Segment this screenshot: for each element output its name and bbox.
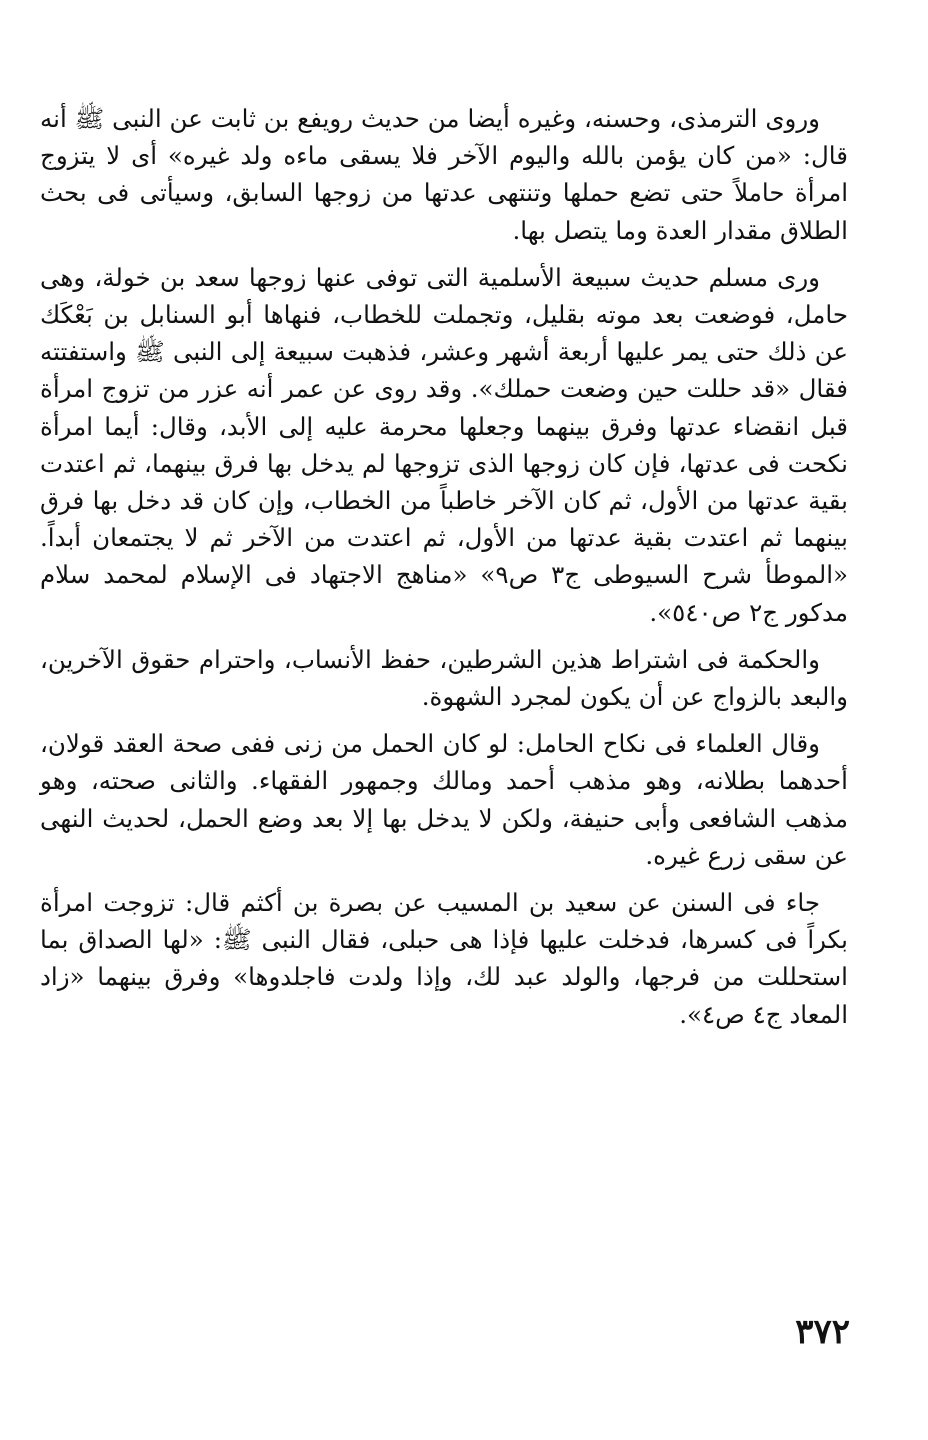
body-text — [40, 100, 848, 1043]
paragraph-3: والحكمة فى اشتراط هذين الشرطين، حفظ الأنساب، واحترام حقوق الآخرين، والبعد بالزواج عن أن يكون لمجرد الشهوة. — [40, 644, 848, 712]
page-number: ٣٧٢ — [795, 1312, 850, 1352]
paragraph-5: جاء فى السنن عن سعيد بن المسيب عن بصرة بن أكثم قال: تزوجت امرأة بكراً فى كسرها، فدخلت عليها فإذا هى حبلى، فقال النبى ﷺ: «لها الصداق بما استحللت من فرجها، والولد عبد لك، وإذا ولدت فاجلدوها» وفرق بينهما «زاد المعاد ج٤ ص٤». — [40, 888, 848, 1029]
paragraph-4: وقال العلماء فى نكاح الحامل: لو كان الحمل من زنى ففى صحة العقد قولان، أحدهما بطلانه، وهو مذهب أحمد ومالك وجمهور الفقهاء. والثانى صحته، وهو مذهب الشافعى وأبى حنيفة، ولكن لا يدخل بها إلا بعد وضع الحمل، لحديث النهى عن سقى زرع غيره. — [40, 729, 848, 870]
paragraph-2: ورى مسلم حديث سبيعة الأسلمية التى توفى عنها زوجها سعد بن خولة، وهى حامل، فوضعت بعد موته بقليل، وتجملت للخطاب، فنهاها أبو السنابل بن بَعْكَك عن ذلك حتى يمر عليها أربعة أشهر وعشر، فذهبت سبيعة إلى النبى ﷺ واستفتته فقال «قد حللت حين وضعت حملك». وقد روى عن عمر أنه عزر من تزوج امرأة قبل انقضاء عدتها وفرق بينهما وجعلها محرمة عليه إلى الأبد، وقال: أيما امرأة نكحت فى عدتها، فإن كان زوجها الذى تزوجها لم يدخل بها فرق بينهما، ثم اعتدت بقية عدتها من الأول، ثم كان الآخر خاطباً من الخطاب، وإن كان قد دخل بها فرق بينهما ثم اعتدت بقية عدتها من الأول، ثم اعتدت من الآخر ثم لا يجتمعان أبداً. «الموطأ شرح السيوطى ج٣ ص٩» «مناهج الاجتهاد فى الإسلام لمحمد سلام مدكور ج٢ ص٥٤٠». — [40, 262, 848, 627]
paragraph-1: وروى الترمذى، وحسنه، وغيره أيضا من حديث رويفع بن ثابت عن النبى ﷺ أنه قال: «من كان يؤمن بالله واليوم الآخر فلا يسقى ماءه ولد غيره» أى لا يتزوج امرأة حاملاً حتى تضع حملها وتنتهى عدتها من زوجها السابق، وسيأتى فى بحث الطلاق مقدار العدة وما يتصل بها. — [40, 104, 848, 245]
